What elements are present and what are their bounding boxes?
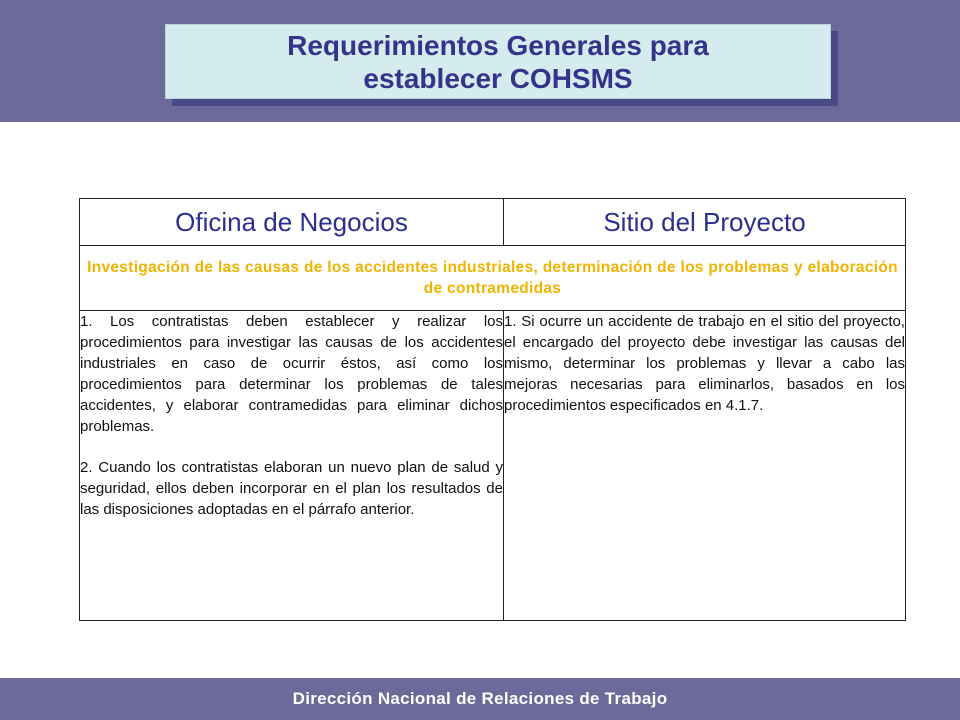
table-header-row — [80, 199, 906, 246]
project-site-item-1: 1. Si ocurre un accidente de trabajo en el sitio del proyecto, el encargado del proyecto debe investigar las causas del mismo, determinar los problemas y llevar a cabo las mejoras necesarias para eliminarlos, basados en los procedimientos especificados en 4.1.7. — [504, 313, 905, 414]
title-box — [165, 24, 831, 99]
requirements-table — [79, 198, 906, 621]
column-header-office: Oficina de Negocios — [80, 199, 504, 246]
office-cell — [80, 311, 504, 621]
title-line-2: establecer COHSMS — [363, 62, 633, 94]
section-row — [80, 246, 906, 311]
title-line-1: Requerimientos Generales para — [287, 29, 709, 61]
project-site-cell — [504, 311, 906, 621]
content-row — [80, 311, 906, 621]
office-item-1: 1. Los contratistas deben establecer y realizar los procedimientos para investigar las causas de los accidentes industriales en caso de ocurrir éstos, así como los procedimientos para determinar los problemas de tales accidentes, y elaborar contramedidas para eliminar dichos problemas. — [80, 313, 503, 435]
column-header-project-site: Sitio del Proyecto — [504, 199, 906, 246]
office-item-2: 2. Cuando los contratistas elaboran un nuevo plan de salud y seguridad, ellos deben incorporar en el plan los resultados de las disposiciones adoptadas en el párrafo anterior. — [80, 459, 503, 518]
footer-text: Dirección Nacional de Relaciones de Trabajo — [292, 689, 668, 708]
section-heading: Investigación de las causas de los accidentes industriales, determinación de los problemas y elaboración de contramedidas — [80, 246, 906, 311]
footer-band — [0, 678, 960, 720]
